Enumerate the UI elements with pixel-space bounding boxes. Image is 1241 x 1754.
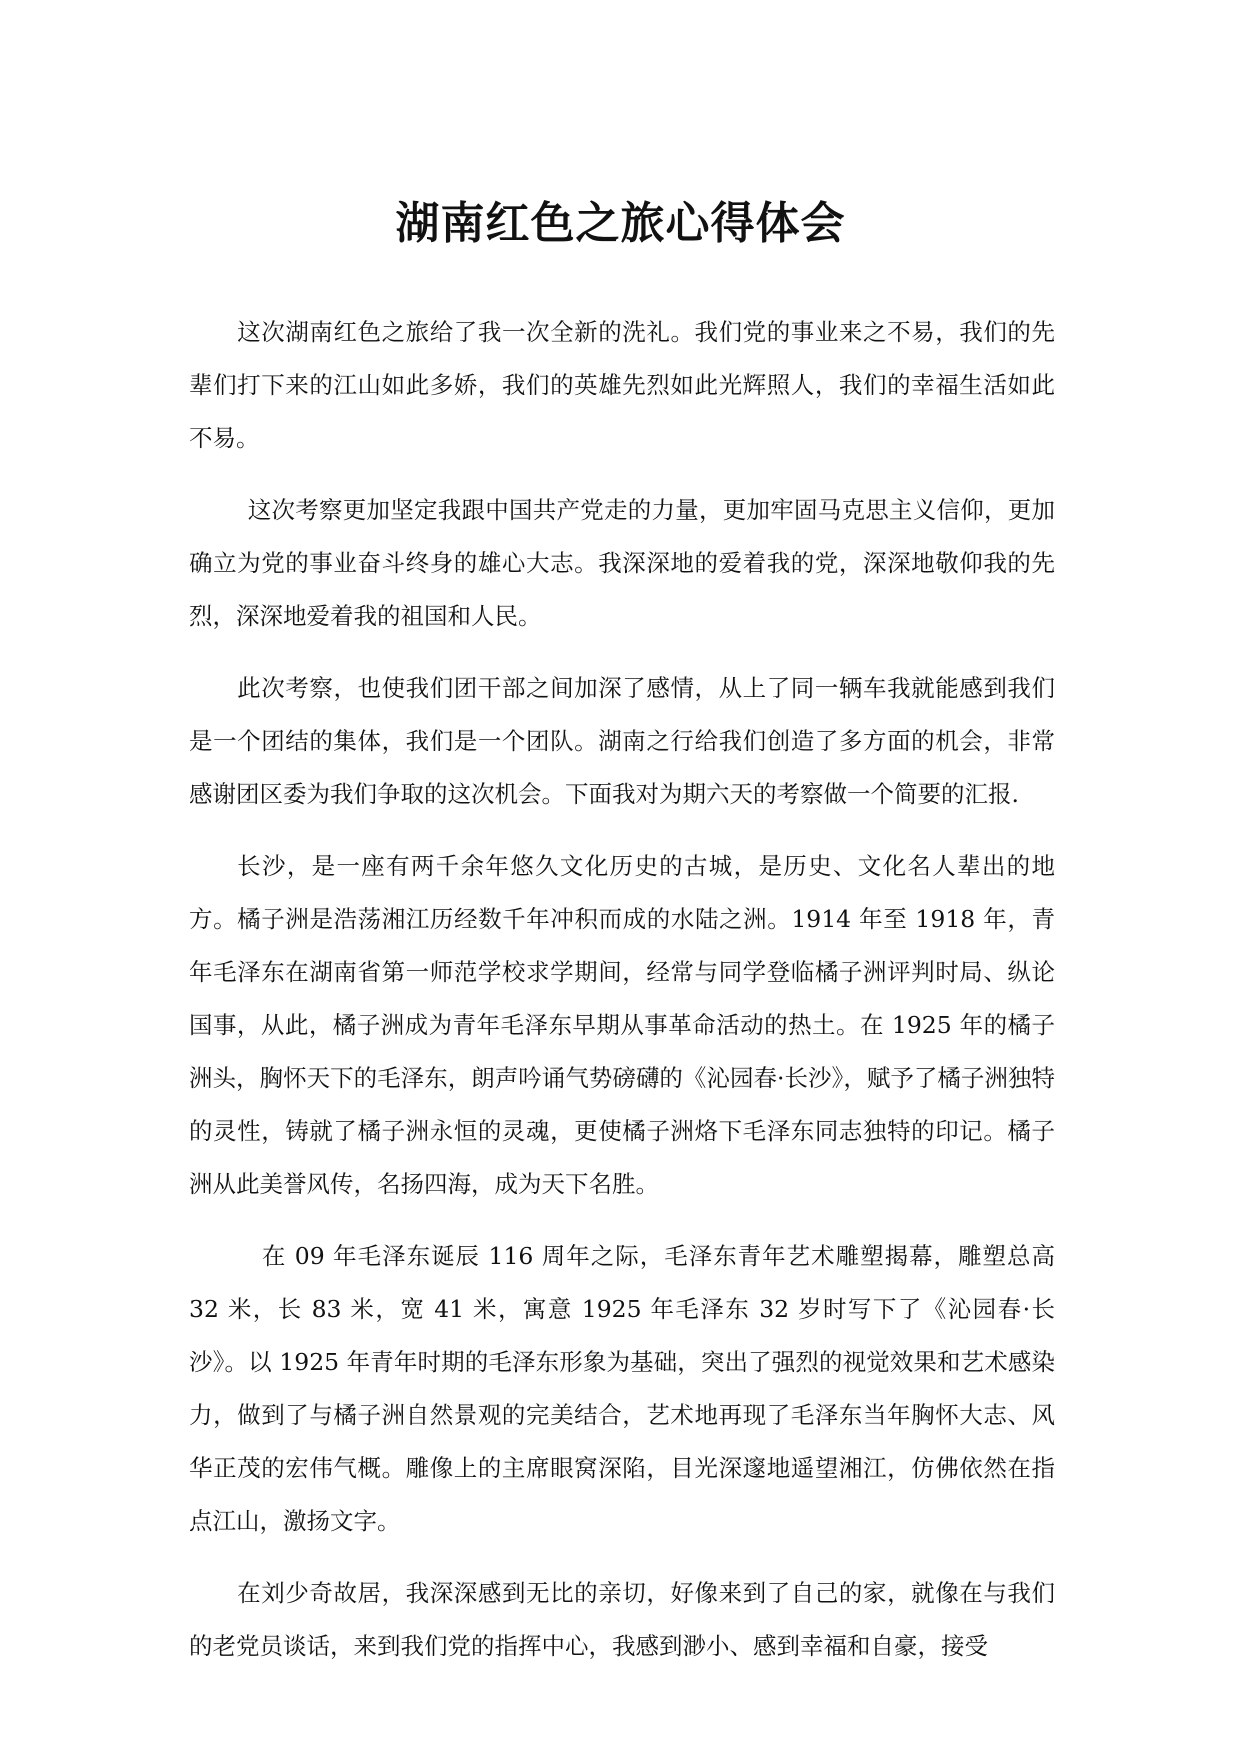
paragraph-3: 此次考察，也使我们团干部之间加深了感情，从上了同一辆车我就能感到我们是一个团结的集体，我们是一个团队。湖南之行给我们创造了多方面的机会，非常感谢团区委为我们争取的这次机会。下面我对为期六天的考察做一个简要的汇报.	[189, 674, 1055, 808]
document-body	[189, 306, 1055, 1692]
paragraph-2: 这次考察更加坚定我跟中国共产党走的力量，更加牢固马克思主义信仰，更加确立为党的事业奋斗终身的雄心大志。我深深地的爱着我的党，深深地敬仰我的先烈，深深地爱着我的祖国和人民。	[189, 496, 1055, 630]
paragraph-5: 在 09 年毛泽东诞辰 116 周年之际，毛泽东青年艺术雕塑揭幕，雕塑总高 32 米，长 83 米，宽 41 米，寓意 1925 年毛泽东 32 岁时写下了《沁园春·长沙》。以 1925 年青年时期的毛泽东形象为基础，突出了强烈的视觉效果和艺术感染力，做到了与橘子洲自然景观的完美结合，艺术地再现了毛泽东当年胸怀大志、风华正茂的宏伟气概。雕像上的主席眼窝深陷，目光深邃地遥望湘江，仿佛依然在指点江山，激扬文字。	[189, 1242, 1055, 1535]
paragraph-1: 这次湖南红色之旅给了我一次全新的洗礼。我们党的事业来之不易，我们的先辈们打下来的江山如此多娇，我们的英雄先烈如此光辉照人，我们的幸福生活如此不易。	[189, 318, 1055, 452]
paragraph-4: 长沙，是一座有两千余年悠久文化历史的古城，是历史、文化名人辈出的地方。橘子洲是浩荡湘江历经数千年冲积而成的水陆之洲。1914 年至 1918 年，青年毛泽东在湖南省第一师范学校求学期间，经常与同学登临橘子洲评判时局、纵论国事，从此，橘子洲成为青年毛泽东早期从事革命活动的热土。在 1925 年的橘子洲头，胸怀天下的毛泽东，朗声吟诵气势磅礴的《沁园春·长沙》，赋予了橘子洲独特的灵性，铸就了橘子洲永恒的灵魂，更使橘子洲烙下毛泽东同志独特的印记。橘子洲从此美誉风传，名扬四海，成为天下名胜。	[189, 852, 1055, 1198]
paragraph-6: 在刘少奇故居，我深深感到无比的亲切，好像来到了自己的家，就像在与我们的老党员谈话，来到我们党的指挥中心，我感到渺小、感到幸福和自豪，接受	[189, 1579, 1055, 1660]
document-title: 湖南红色之旅心得体会	[395, 198, 846, 249]
